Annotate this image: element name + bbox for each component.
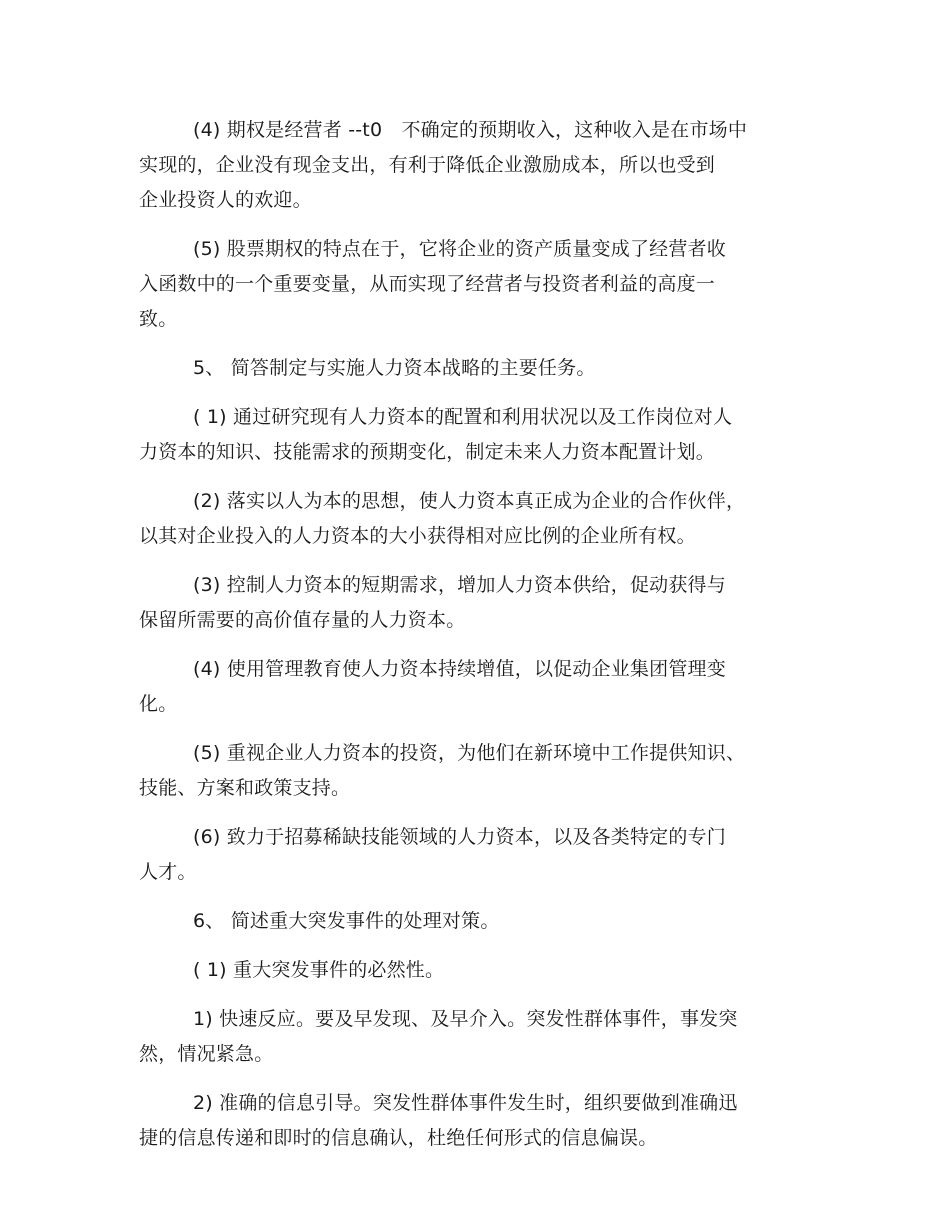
text-line: ( 1) 重大突发事件的必然性。: [193, 959, 445, 981]
paragraph-emergency-1: [139, 953, 789, 988]
text-line: 以其对企业投入的人力资本的大小获得相对应比例的企业所有权。: [139, 525, 696, 547]
paragraph-task-6: [139, 820, 789, 890]
text-line: (6) 致力于招募稀缺技能领域的人力资本，以及各类特定的专门: [193, 826, 726, 848]
document-page: [139, 113, 789, 1170]
text-line: 技能、方案和政策支持。: [139, 777, 351, 799]
text-line: (5) 股票期权的特点在于，它将企业的资产质量变成了经营者收: [193, 238, 726, 260]
text-line: 捷的信息传递和即时的信息确认，杜绝任何形式的信息偏误。: [139, 1127, 658, 1149]
text-line: 1) 快速反应。要及早发现、及早介入。突发性群体事件，事发突: [193, 1008, 738, 1030]
text-line: 实现的，企业没有现金支出，有利于降低企业激励成本，所以也受到: [139, 154, 716, 176]
text-line: (4) 使用管理教育使人力资本持续增值，以促动企业集团管理变: [193, 658, 726, 680]
paragraph-stock-option-feature: [139, 232, 789, 337]
text-line: (5) 重视企业人力资本的投资，为他们在新环境中工作提供知识、: [193, 742, 746, 764]
paragraph-fast-response: [139, 1002, 789, 1072]
text-line: 力资本的知识、技能需求的预期变化，制定未来人力资本配置计划。: [139, 441, 716, 463]
text-line: 2) 准确的信息引导。突发性群体事件发生时，组织要做到准确迅: [193, 1092, 738, 1114]
paragraph-task-4: [139, 652, 789, 722]
paragraph-task-2: [139, 484, 789, 554]
paragraph-info-guidance: [139, 1086, 789, 1156]
text-line: 企业投资人的欢迎。: [139, 189, 312, 211]
text-line: (2) 落实以人为本的思想，使人力资本真正成为企业的合作伙伴，: [193, 490, 746, 512]
text-line: 致。: [139, 308, 178, 330]
text-line: (3) 控制人力资本的短期需求，增加人力资本供给，促动获得与: [193, 574, 726, 596]
text-line: 人才。: [139, 861, 197, 883]
question-heading-6: [139, 904, 789, 939]
text-line: 化。: [139, 693, 178, 715]
text-line: 6、 简述重大突发事件的处理对策。: [193, 910, 500, 932]
paragraph-task-1: [139, 400, 789, 470]
text-line: 5、 简答制定与实施人力资本战略的主要任务。: [193, 357, 596, 379]
paragraph-task-3: [139, 568, 789, 638]
text-line: (4) 期权是经营者 --t0 不确定的预期收入，这种收入是在市场中: [193, 119, 748, 141]
paragraph-option-benefit: [139, 113, 789, 218]
text-line: 入函数中的一个重要变量，从而实现了经营者与投资者利益的高度一: [139, 273, 716, 295]
text-line: 然，情况紧急。: [139, 1043, 274, 1065]
text-line: 保留所需要的高价值存量的人力资本。: [139, 609, 466, 631]
text-line: ( 1) 通过研究现有人力资本的配置和利用状况以及工作岗位对人: [193, 406, 733, 428]
question-heading-5: [139, 351, 789, 386]
paragraph-task-5: [139, 736, 789, 806]
